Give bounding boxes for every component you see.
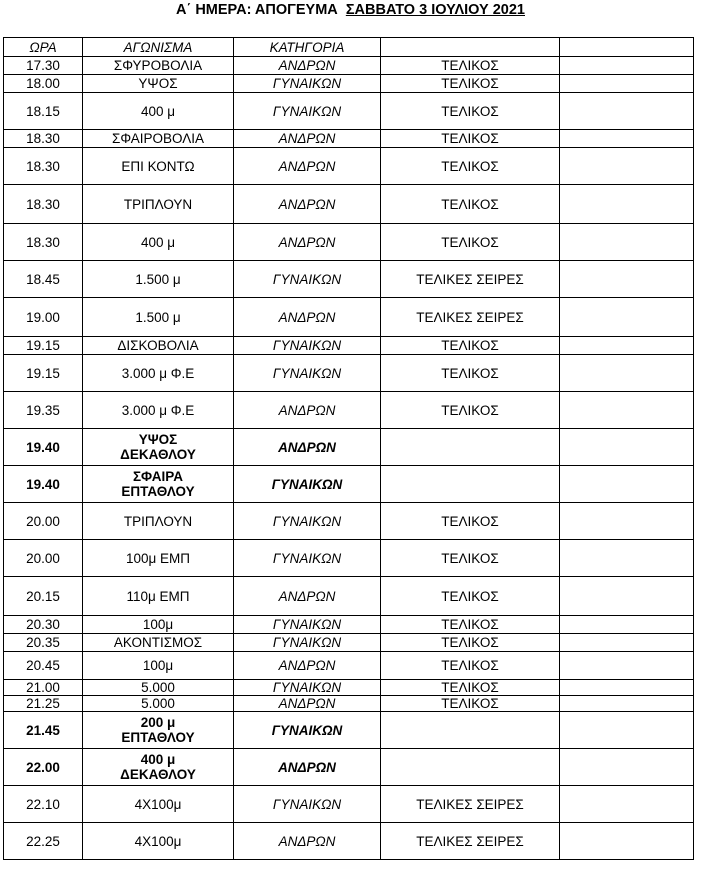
category-cell: ΓΥΝΑΙΚΩΝ — [234, 680, 381, 696]
note-cell — [560, 823, 694, 860]
category-cell: ΑΝΔΡΩΝ — [234, 696, 381, 712]
stage-cell: ΤΕΛΙΚΟΣ — [381, 224, 560, 261]
note-cell — [560, 616, 694, 634]
table-row — [4, 130, 694, 148]
time-cell: 18.15 — [4, 93, 83, 130]
note-cell — [560, 540, 694, 577]
note-cell — [560, 130, 694, 148]
table-row — [4, 696, 694, 712]
time-cell: 22.25 — [4, 823, 83, 860]
stage-cell: ΤΕΛΙΚΟΣ — [381, 392, 560, 429]
time-cell: 22.00 — [4, 749, 83, 786]
time-cell: 20.30 — [4, 616, 83, 634]
stage-cell: ΤΕΛΙΚΟΣ — [381, 185, 560, 224]
header-stage — [381, 38, 560, 57]
time-cell: 20.00 — [4, 540, 83, 577]
note-cell — [560, 224, 694, 261]
time-cell: 18.30 — [4, 185, 83, 224]
note-cell — [560, 355, 694, 392]
stage-cell — [381, 749, 560, 786]
category-cell: ΓΥΝΑΙΚΩΝ — [234, 93, 381, 130]
table-row — [4, 185, 694, 224]
category-cell: ΑΝΔΡΩΝ — [234, 652, 381, 680]
event-cell: 3.000 μ Φ.Ε — [83, 355, 234, 392]
time-cell: 19.40 — [4, 466, 83, 503]
event-line: ΕΠΤΑΘΛΟΥ — [121, 484, 195, 499]
event-cell: 1.500 μ — [83, 298, 234, 337]
category-cell: ΑΝΔΡΩΝ — [234, 224, 381, 261]
time-cell: 20.35 — [4, 634, 83, 652]
time-cell: 19.15 — [4, 355, 83, 392]
time-cell: 22.10 — [4, 786, 83, 823]
time-cell: 19.15 — [4, 337, 83, 355]
header-note — [560, 38, 694, 57]
category-cell: ΓΥΝΑΙΚΩΝ — [234, 616, 381, 634]
event-cell: ΤΡΙΠΛΟΥΝ — [83, 503, 234, 540]
note-cell — [560, 786, 694, 823]
category-cell: ΑΝΔΡΩΝ — [234, 749, 381, 786]
time-cell: 18.30 — [4, 130, 83, 148]
table-row — [4, 148, 694, 185]
category-cell: ΓΥΝΑΙΚΩΝ — [234, 466, 381, 503]
event-line: ΔΕΚΑΘΛΟΥ — [120, 767, 196, 782]
event-cell: 3.000 μ Φ.Ε — [83, 392, 234, 429]
table-row — [4, 823, 694, 860]
stage-cell: ΤΕΛΙΚΕΣ ΣΕΙΡΕΣ — [381, 298, 560, 337]
event-cell — [83, 749, 234, 786]
event-cell: ΤΡΙΠΛΟΥΝ — [83, 185, 234, 224]
time-cell: 19.00 — [4, 298, 83, 337]
table-row — [4, 392, 694, 429]
category-cell: ΓΥΝΑΙΚΩΝ — [234, 75, 381, 93]
event-cell: ΑΚΟΝΤΙΣΜΟΣ — [83, 634, 234, 652]
event-cell: 110μ ΕΜΠ — [83, 577, 234, 616]
table-row — [4, 712, 694, 749]
stage-cell: ΤΕΛΙΚΟΣ — [381, 57, 560, 75]
event-cell: 100μ ΕΜΠ — [83, 540, 234, 577]
note-cell — [560, 749, 694, 786]
page-title — [0, 2, 701, 18]
event-cell — [83, 429, 234, 466]
time-cell: 21.25 — [4, 696, 83, 712]
category-cell: ΓΥΝΑΙΚΩΝ — [234, 503, 381, 540]
stage-cell: ΤΕΛΙΚΕΣ ΣΕΙΡΕΣ — [381, 823, 560, 860]
table-row — [4, 503, 694, 540]
table-row — [4, 224, 694, 261]
time-cell: 18.30 — [4, 224, 83, 261]
event-line: 200 μ — [140, 715, 176, 730]
note-cell — [560, 298, 694, 337]
header-category: ΚΑΤΗΓΟΡΙΑ — [234, 38, 381, 57]
stage-cell — [381, 429, 560, 466]
category-cell: ΑΝΔΡΩΝ — [234, 185, 381, 224]
table-row — [4, 75, 694, 93]
event-cell: 5.000 — [83, 696, 234, 712]
category-cell: ΑΝΔΡΩΝ — [234, 298, 381, 337]
event-line: ΕΠΤΑΘΛΟΥ — [121, 730, 195, 745]
stage-cell: ΤΕΛΙΚΟΣ — [381, 680, 560, 696]
stage-cell: ΤΕΛΙΚΕΣ ΣΕΙΡΕΣ — [381, 261, 560, 298]
note-cell — [560, 148, 694, 185]
table-row — [4, 466, 694, 503]
note-cell — [560, 75, 694, 93]
table-row — [4, 298, 694, 337]
table-row — [4, 786, 694, 823]
time-cell: 21.45 — [4, 712, 83, 749]
stage-cell: ΤΕΛΙΚΟΣ — [381, 503, 560, 540]
event-line: 400 μ — [140, 752, 176, 767]
time-cell: 21.00 — [4, 680, 83, 696]
category-cell: ΑΝΔΡΩΝ — [234, 429, 381, 466]
event-line: ΥΨΟΣ — [138, 432, 178, 447]
table-row — [4, 749, 694, 786]
table-row — [4, 355, 694, 392]
time-cell: 20.00 — [4, 503, 83, 540]
table-row — [4, 57, 694, 75]
event-cell: ΣΦΥΡΟΒΟΛΙΑ — [83, 57, 234, 75]
note-cell — [560, 712, 694, 749]
table-row — [4, 616, 694, 634]
note-cell — [560, 652, 694, 680]
header-event: ΑΓΩΝΙΣΜΑ — [83, 38, 234, 57]
stage-cell: ΤΕΛΙΚΟΣ — [381, 540, 560, 577]
category-cell: ΓΥΝΑΙΚΩΝ — [234, 786, 381, 823]
event-cell: ΕΠΙ ΚΟΝΤΩ — [83, 148, 234, 185]
category-cell: ΓΥΝΑΙΚΩΝ — [234, 355, 381, 392]
time-cell: 18.30 — [4, 148, 83, 185]
category-cell: ΓΥΝΑΙΚΩΝ — [234, 540, 381, 577]
stage-cell: ΤΕΛΙΚΕΣ ΣΕΙΡΕΣ — [381, 786, 560, 823]
time-cell: 17.30 — [4, 57, 83, 75]
stage-cell: ΤΕΛΙΚΟΣ — [381, 75, 560, 93]
category-cell: ΓΥΝΑΙΚΩΝ — [234, 337, 381, 355]
category-cell: ΑΝΔΡΩΝ — [234, 577, 381, 616]
table-row — [4, 337, 694, 355]
header-time: ΩΡΑ — [4, 38, 83, 57]
event-cell: 5.000 — [83, 680, 234, 696]
note-cell — [560, 503, 694, 540]
stage-cell: ΤΕΛΙΚΟΣ — [381, 696, 560, 712]
table-row — [4, 634, 694, 652]
stage-cell: ΤΕΛΙΚΟΣ — [381, 148, 560, 185]
stage-cell — [381, 712, 560, 749]
schedule-table — [3, 37, 694, 860]
note-cell — [560, 57, 694, 75]
category-cell: ΓΥΝΑΙΚΩΝ — [234, 634, 381, 652]
event-line: ΣΦΑΙΡΑ — [132, 469, 184, 484]
category-cell: ΓΥΝΑΙΚΩΝ — [234, 712, 381, 749]
event-cell: ΔΙΣΚΟΒΟΛΙΑ — [83, 337, 234, 355]
note-cell — [560, 261, 694, 298]
stage-cell: ΤΕΛΙΚΟΣ — [381, 616, 560, 634]
category-cell: ΑΝΔΡΩΝ — [234, 148, 381, 185]
title-prefix: Α΄ ΗΜΕΡΑ: ΑΠΟΓΕΥΜΑ — [176, 2, 338, 18]
time-cell: 19.40 — [4, 429, 83, 466]
event-cell: 4Χ100μ — [83, 786, 234, 823]
category-cell: ΑΝΔΡΩΝ — [234, 823, 381, 860]
table-row — [4, 540, 694, 577]
event-cell: 4Χ100μ — [83, 823, 234, 860]
event-cell: 400 μ — [83, 224, 234, 261]
stage-cell: ΤΕΛΙΚΟΣ — [381, 130, 560, 148]
table-row — [4, 577, 694, 616]
note-cell — [560, 337, 694, 355]
stage-cell: ΤΕΛΙΚΟΣ — [381, 652, 560, 680]
table-row — [4, 261, 694, 298]
event-cell: 400 μ — [83, 93, 234, 130]
time-cell: 20.45 — [4, 652, 83, 680]
event-cell — [83, 466, 234, 503]
note-cell — [560, 392, 694, 429]
category-cell: ΑΝΔΡΩΝ — [234, 57, 381, 75]
time-cell: 19.35 — [4, 392, 83, 429]
event-cell — [83, 712, 234, 749]
note-cell — [560, 577, 694, 616]
header-row — [4, 38, 694, 57]
stage-cell: ΤΕΛΙΚΟΣ — [381, 93, 560, 130]
table-row — [4, 680, 694, 696]
table-row — [4, 93, 694, 130]
time-cell: 18.00 — [4, 75, 83, 93]
note-cell — [560, 696, 694, 712]
event-cell: ΣΦΑΙΡΟΒΟΛΙΑ — [83, 130, 234, 148]
event-cell: 100μ — [83, 652, 234, 680]
note-cell — [560, 680, 694, 696]
note-cell — [560, 466, 694, 503]
stage-cell: ΤΕΛΙΚΟΣ — [381, 355, 560, 392]
note-cell — [560, 634, 694, 652]
category-cell: ΑΝΔΡΩΝ — [234, 392, 381, 429]
event-cell: 1.500 μ — [83, 261, 234, 298]
table-row — [4, 652, 694, 680]
table-row — [4, 429, 694, 466]
category-cell: ΑΝΔΡΩΝ — [234, 130, 381, 148]
time-cell: 20.15 — [4, 577, 83, 616]
title-date: ΣΑΒΒΑΤΟ 3 ΙΟΥΛΙΟΥ 2021 — [345, 2, 525, 18]
note-cell — [560, 93, 694, 130]
event-cell: 100μ — [83, 616, 234, 634]
stage-cell — [381, 466, 560, 503]
time-cell: 18.45 — [4, 261, 83, 298]
event-line: ΔΕΚΑΘΛΟΥ — [120, 447, 196, 462]
note-cell — [560, 185, 694, 224]
category-cell: ΓΥΝΑΙΚΩΝ — [234, 261, 381, 298]
event-cell: ΥΨΟΣ — [83, 75, 234, 93]
note-cell — [560, 429, 694, 466]
stage-cell: ΤΕΛΙΚΟΣ — [381, 577, 560, 616]
stage-cell: ΤΕΛΙΚΟΣ — [381, 337, 560, 355]
stage-cell: ΤΕΛΙΚΟΣ — [381, 634, 560, 652]
